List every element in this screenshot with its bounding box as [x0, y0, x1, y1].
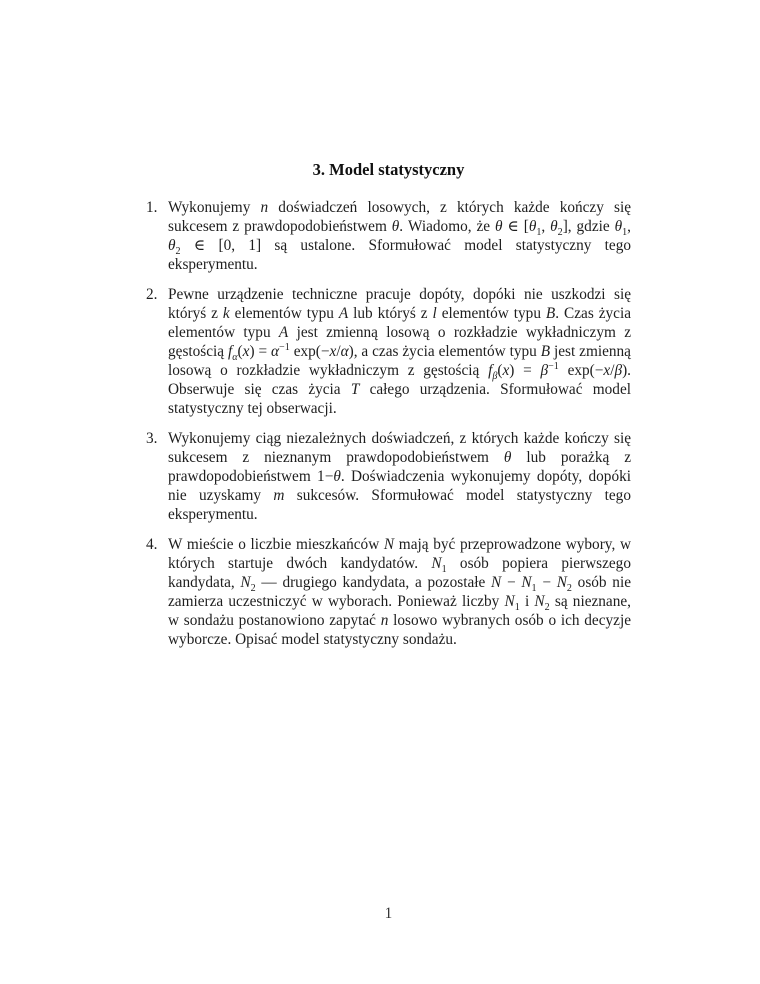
item-text: Pewne urządzenie techniczne pracuje dopóty, dopóki nie uszkodzi się któryś z k elementów typu A lub któryś z l elementów typu B. Czas życia elementów typu A jest zmienną losową o rozkładzie wykładniczym z gęstością $f_\alpha(x) = \alpha^{-1}$ exp(−x/α), a czas życia elementów typu B jest zmienną losową o rozkładzie wykładniczym z gęstością $f_\beta(x) = \beta^{-1}$ exp(−x/β). Obserwuje się czas życia T całego urządzenia. Sformułować model statystyczny tej obserwacji. [168, 286, 631, 417]
problem-list [146, 198, 631, 649]
list-item [146, 535, 631, 649]
page-number: 1 [384, 905, 393, 922]
text-block [146, 160, 631, 660]
item-text: Wykonujemy ciąg niezależnych doświadczeń, z których każde kończy się sukcesem z nieznanym prawdopodobieństwem θ lub porażką z prawdopodobieństwem 1−θ. Doświadczenia wykonujemy dopóty, dopóki nie uzyskamy m sukcesów. Sformułować model statystyczny tego eksperymentu. [168, 430, 632, 523]
section-title: 3. Model statystyczny [312, 160, 465, 179]
item-text: Wykonujemy n doświadczeń losowych, z których każde kończy się sukcesem z prawdopodobieństwem θ. Wiadomo, że θ ∈ [$\theta_1$, $\theta_2$], gdzie $\theta_1$, $\theta_2$ ∈ [0, 1] są ustalone. Sformułować model statystyczny tego eksperymentu. [168, 199, 632, 273]
list-item [146, 285, 631, 418]
list-item [146, 429, 631, 524]
item-number: 3. [146, 430, 158, 447]
item-number: 2. [146, 286, 158, 303]
list-item [146, 198, 631, 274]
item-number: 4. [146, 536, 158, 553]
item-text: W mieście o liczbie mieszkańców N mają być przeprowadzone wybory, w których startuje dwóch kandydatów. $N_1$ osób popiera pierwszego kandydata, $N_2$ — drugiego kandydata, a pozostałe $N - N_1 - N_2$ osób nie zamierza uczestniczyć w wyborach. Ponieważ liczby $N_1$ i $N_2$ są nieznane, w sondażu postanowiono zapytać n losowo wybranych osób o ich decyzje wyborcze. Opisać model statystyczny sondażu. [168, 536, 631, 648]
item-number: 1. [146, 199, 158, 216]
